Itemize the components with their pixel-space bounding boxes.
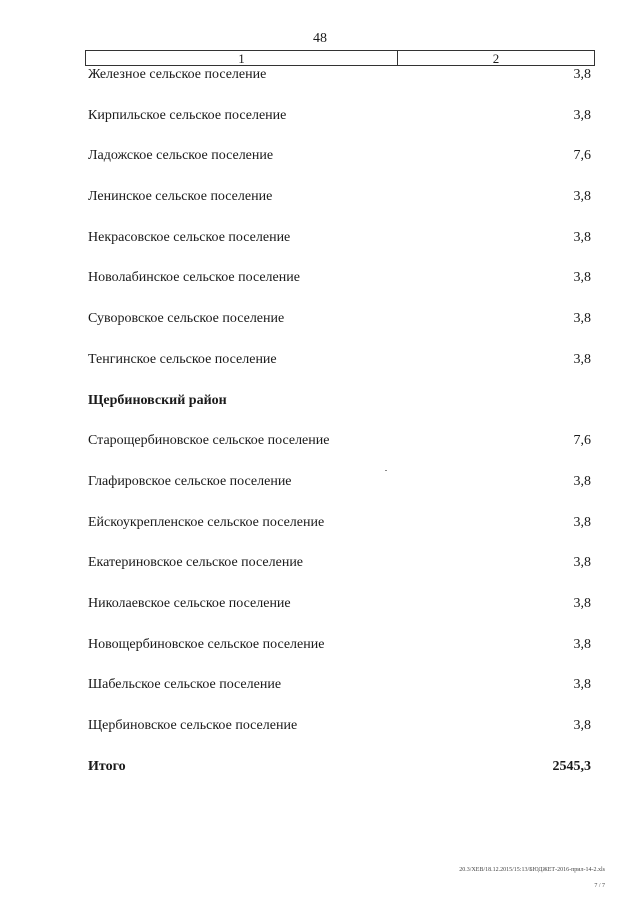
settlement-name: Железное сельское поселение [88,67,267,82]
settlement-name: Новолабинское сельское поселение [88,270,300,286]
settlement-value: 3,8 [573,677,591,693]
table-row [88,635,591,676]
settlement-name: Глафировское сельское поселение [88,473,292,489]
table-row [88,106,591,147]
table-row [88,350,591,391]
settlement-value: 3,8 [573,229,591,245]
settlement-name: Ладожское сельское поселение [88,148,274,164]
district-name: Щербиновский район [88,392,227,408]
table-row [88,187,591,228]
scan-speck [385,470,387,471]
settlement-name: Некрасовское сельское поселение [88,229,291,245]
table-row [88,716,591,757]
table-row [88,594,591,635]
table-row [88,675,591,716]
settlement-value: 3,8 [573,555,591,571]
settlement-name: Старощербиновское сельское поселение [88,433,330,449]
table-column-header [85,50,595,66]
settlement-name: Новощербиновское сельское поселение [88,636,325,652]
settlement-value: 3,8 [573,67,591,82]
file-path-stamp: 20.3/ХЕВ/18.12.2015/15:13/БЮДЖЕТ-2016-прил-14-2.xls [459,867,605,873]
settlement-name: Кирпильское сельское поселение [88,107,287,123]
settlement-value: 3,8 [573,351,591,367]
settlement-name: Шабельское сельское поселение [88,677,282,693]
settlement-name: Ейскоукрепленское сельское поселение [88,514,325,530]
table-row [88,309,591,350]
column-2-header: 2 [492,51,500,66]
table-row [88,268,591,309]
settlement-value: 3,8 [573,189,591,205]
table-row [88,65,591,106]
settlement-value: 3,8 [573,595,591,611]
settlement-value: 3,8 [573,107,591,123]
settlement-name: Тенгинское сельское поселение [88,351,277,367]
settlement-name: Николаевское сельское поселение [88,595,291,611]
settlement-value: 7,6 [573,148,591,164]
settlement-value: 3,8 [573,718,591,733]
total-label: Итого [88,758,126,774]
table-row [88,431,591,472]
page-number: 48 [313,31,327,46]
table-row [88,472,591,513]
settlement-value: 3,8 [573,636,591,652]
district-heading-row [88,391,591,432]
settlement-name: Суворовское сельское поселение [88,311,285,327]
settlement-value: 7,6 [573,433,591,449]
settlement-name: Щербиновское сельское поселение [88,718,298,733]
table-row [88,146,591,187]
settlement-value: 3,8 [573,473,591,489]
table-body [88,65,591,797]
table-row [88,553,591,594]
settlement-value: 3,8 [573,514,591,530]
table-row [88,228,591,269]
settlement-value: 3,8 [573,311,591,327]
settlement-name: Ленинское сельское поселение [88,189,273,205]
sheet-page-counter: 7 / 7 [594,883,605,889]
settlement-value: 3,8 [573,270,591,286]
table-row [88,513,591,554]
total-row [88,757,591,798]
total-value: 2545,3 [552,758,591,774]
settlement-name: Екатериновское сельское поселение [88,555,304,571]
column-1-header: 1 [86,51,398,65]
